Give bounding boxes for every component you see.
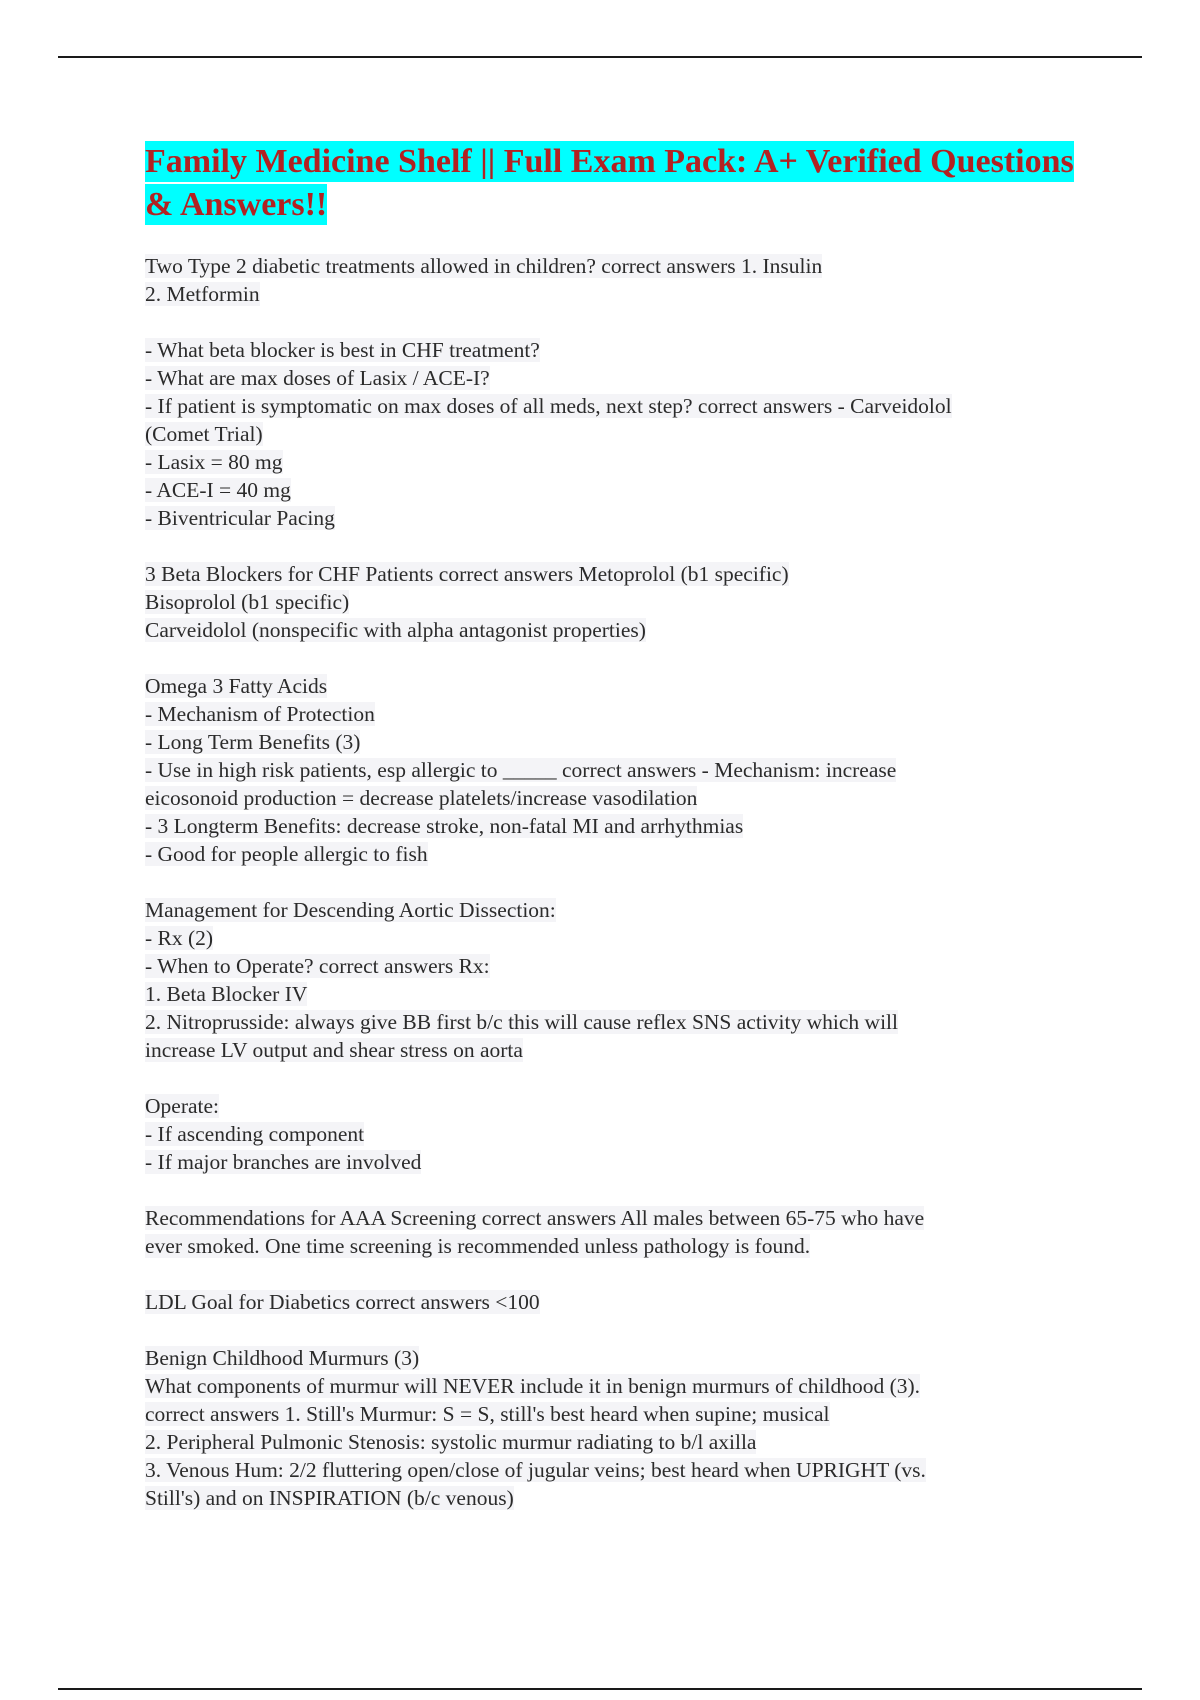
text-line-content: Carveidolol (nonspecific with alpha antagonist properties) [145,618,646,642]
text-line-content: - Use in high risk patients, esp allergic to _____ correct answers - Mechanism: increase [145,758,897,782]
text-line [145,1148,1075,1176]
text-line-content: 3 Beta Blockers for CHF Patients correct answers Metoprolol (b1 specific) [145,562,789,586]
text-line-content: Omega 3 Fatty Acids [145,674,328,698]
top-rule [58,56,1142,58]
text-line-content: Two Type 2 diabetic treatments allowed in children? correct answers 1. Insulin [145,254,823,278]
text-line-content: 1. Beta Blocker IV [145,982,308,1006]
document-title [145,140,1075,226]
qa-block [145,1344,1075,1512]
text-line-content: (Comet Trial) [145,422,263,446]
text-line [145,336,1075,364]
text-line-content: LDL Goal for Diabetics correct answers <100 [145,1290,540,1314]
text-line [145,1344,1075,1372]
text-line [145,812,1075,840]
text-line [145,560,1075,588]
text-line-content: - ACE-I = 40 mg [145,478,291,502]
text-line [145,1204,1075,1232]
text-line-content: - Lasix = 80 mg [145,450,283,474]
text-line [145,616,1075,644]
qa-block [145,1288,1075,1316]
text-line [145,1092,1075,1120]
text-line [145,1288,1075,1316]
text-line-content: - When to Operate? correct answers Rx: [145,954,490,978]
text-line-content: - What beta blocker is best in CHF treatment? [145,338,540,362]
qa-block [145,1204,1075,1260]
text-line [145,1036,1075,1064]
text-line [145,420,1075,448]
text-line-content: - If major branches are involved [145,1150,422,1174]
text-line [145,252,1075,280]
text-line [145,364,1075,392]
text-line [145,896,1075,924]
qa-block [145,1092,1075,1176]
text-line-content: - Long Term Benefits (3) [145,730,361,754]
text-line [145,392,1075,420]
text-line [145,980,1075,1008]
text-line-content: - If ascending component [145,1122,365,1146]
qa-block [145,252,1075,308]
text-line-content: ever smoked. One time screening is recommended unless pathology is found. [145,1234,811,1258]
qa-block [145,672,1075,868]
text-line [145,1400,1075,1428]
text-line [145,700,1075,728]
text-line-content: - Good for people allergic to fish [145,842,428,866]
text-line-content: - What are max doses of Lasix / ACE-I? [145,366,490,390]
text-line [145,476,1075,504]
text-line-content: increase LV output and shear stress on aorta [145,1038,523,1062]
qa-block [145,896,1075,1064]
text-line [145,1232,1075,1260]
text-line-content: 2. Metformin [145,282,260,306]
text-line-content: Management for Descending Aortic Dissection: [145,898,556,922]
qa-block [145,560,1075,644]
text-line [145,672,1075,700]
text-line-content: 3. Venous Hum: 2/2 fluttering open/close of jugular veins; best heard when UPRIGHT (vs. [145,1458,926,1482]
text-line-content: - Mechanism of Protection [145,702,375,726]
text-line [145,952,1075,980]
text-line [145,1428,1075,1456]
text-line-content: Benign Childhood Murmurs (3) [145,1346,420,1370]
text-line-content: Recommendations for AAA Screening correct answers All males between 65-75 who have [145,1206,925,1230]
text-line-content: correct answers 1. Still's Murmur: S = S, still's best heard when supine; musical [145,1402,830,1426]
qa-block [145,336,1075,532]
text-line [145,840,1075,868]
text-line-content: - If patient is symptomatic on max doses of all meds, next step? correct answers - Carveidolol [145,394,952,418]
text-line-content: eicosonoid production = decrease platelets/increase vasodilation [145,786,698,810]
text-line-content: 2. Peripheral Pulmonic Stenosis: systolic murmur radiating to b/l axilla [145,1430,757,1454]
text-line-content: Bisoprolol (b1 specific) [145,590,350,614]
text-line [145,588,1075,616]
text-line-content: - Biventricular Pacing [145,506,335,530]
text-line-content: - Rx (2) [145,926,214,950]
text-line-content: Operate: [145,1094,220,1118]
qa-blocks [145,252,1075,1512]
text-line [145,924,1075,952]
text-line-content: What components of murmur will NEVER include it in benign murmurs of childhood (3). [145,1374,921,1398]
document-body [145,140,1075,1540]
text-line [145,756,1075,784]
bottom-rule [58,1688,1142,1690]
text-line [145,784,1075,812]
text-line-content: 2. Nitroprusside: always give BB first b/c this will cause reflex SNS activity which will [145,1010,898,1034]
text-line [145,728,1075,756]
text-line [145,1456,1075,1484]
document-title-text: Family Medicine Shelf || Full Exam Pack: A+ Verified Questions & Answers!! [145,143,1074,223]
text-line [145,1484,1075,1512]
text-line [145,504,1075,532]
text-line [145,1120,1075,1148]
text-line-content: - 3 Longterm Benefits: decrease stroke, non-fatal MI and arrhythmias [145,814,744,838]
text-line-content: Still's) and on INSPIRATION (b/c venous) [145,1486,514,1510]
text-line [145,1008,1075,1036]
text-line [145,280,1075,308]
text-line [145,1372,1075,1400]
text-line [145,448,1075,476]
